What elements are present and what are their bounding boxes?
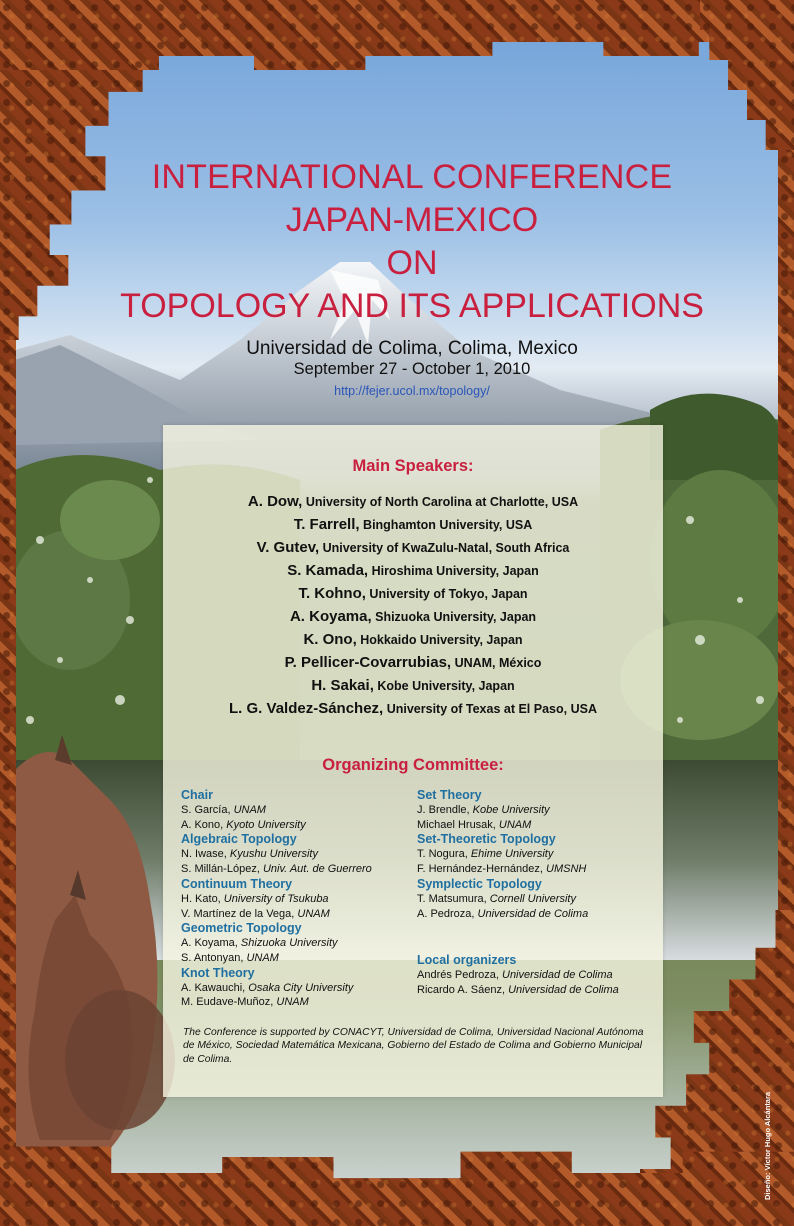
- member-institution: Kyushu University: [229, 848, 318, 861]
- committee-left-column: [181, 788, 421, 1010]
- member-institution: UMSNH: [546, 863, 587, 876]
- speaker-name: L. G. Valdez-Sánchez,: [229, 700, 384, 717]
- member-institution: Universidad de Colima: [502, 969, 613, 981]
- speaker-row: [163, 605, 663, 628]
- speaker-affiliation: UNAM, México: [451, 656, 542, 670]
- speaker-row: [163, 628, 663, 651]
- speaker-affiliation: Kobe University, Japan: [373, 679, 515, 693]
- committee-group-heading: Knot Theory: [181, 965, 255, 980]
- speaker-affiliation: University of Tokyo, Japan: [365, 587, 528, 601]
- member-institution: Kyoto University: [226, 818, 306, 831]
- dates: September 27 - October 1, 2010: [293, 360, 531, 378]
- speakers-list: [163, 490, 663, 720]
- committee-member: [181, 892, 421, 907]
- speaker-affiliation: University of KwaZulu-Natal, South Africa: [319, 541, 570, 555]
- committee-member: [181, 847, 421, 862]
- speaker-row: [163, 674, 663, 697]
- committee-member: [417, 803, 657, 818]
- speaker-affiliation: Binghamton University, USA: [359, 518, 533, 532]
- committee-member: [417, 862, 657, 877]
- info-panel: [163, 425, 663, 1097]
- speaker-affiliation: Hiroshima University, Japan: [368, 564, 539, 578]
- committee-group-heading: Set Theory: [417, 788, 482, 802]
- speaker-name: S. Kamada,: [287, 562, 369, 579]
- title-line-3: ON: [386, 244, 438, 282]
- committee-group-heading: Geometric Topology: [181, 921, 302, 936]
- committee-member: [417, 892, 657, 907]
- venue: Universidad de Colima, Colima, Mexico: [246, 338, 578, 359]
- member-name: S. Antonyan,: [181, 951, 247, 964]
- local-organizers: [417, 953, 657, 997]
- member-name: A. Kawauchi,: [181, 981, 249, 994]
- committee-member: [181, 981, 421, 996]
- member-name: A. Pedroza,: [417, 907, 478, 920]
- sponsors-note: The Conference is supported by CONACYT, Universidad de Colima, Universidad Nacional Autónoma de México, Sociedad Matemática Mexicana, Gobierno del Estado de Colima and Gobierno Municipal de Colima.: [183, 1027, 644, 1065]
- committee-group-heading: Algebraic Topology: [181, 832, 297, 847]
- speaker-row: [163, 582, 663, 605]
- speaker-name: H. Sakai,: [311, 677, 374, 694]
- member-institution: Cornell University: [489, 892, 576, 905]
- committee-group-heading: Continuum Theory: [181, 876, 293, 891]
- title-line-4: TOPOLOGY AND ITS APPLICATIONS: [120, 287, 704, 325]
- member-name: S. Millán-López,: [181, 863, 263, 876]
- committee-member: [181, 818, 421, 833]
- member-name: S. García,: [181, 804, 234, 816]
- speaker-row: [163, 697, 663, 720]
- committee-right-column: [417, 788, 657, 921]
- member-institution: UNAM: [297, 907, 330, 920]
- member-institution: Osaka City University: [248, 981, 354, 994]
- speaker-name: P. Pellicer-Covarrubias,: [284, 654, 452, 671]
- member-institution: Universidad de Colima: [508, 983, 619, 996]
- main-speakers-heading: Main Speakers:: [352, 457, 474, 475]
- committee-member: [181, 936, 421, 951]
- member-name: Andrés Pedroza,: [417, 969, 502, 981]
- committee-member: [181, 951, 421, 966]
- committee-member: [181, 862, 421, 877]
- speaker-affiliation: University of North Carolina at Charlotte, USA: [302, 495, 579, 509]
- member-name: A. Koyama,: [181, 937, 241, 950]
- conference-url-link[interactable]: http://fejer.ucol.mx/topology/: [334, 383, 490, 398]
- member-institution: Universidad de Colima: [477, 907, 589, 920]
- committee-member: [417, 983, 657, 998]
- member-institution: Kobe University: [472, 804, 550, 816]
- member-name: T. Matsumura,: [417, 892, 490, 905]
- committee-group-heading: Symplectic Topology: [417, 876, 542, 891]
- organizing-committee-heading: Organizing Committee:: [322, 756, 504, 774]
- committee-group-heading: Set-Theoretic Topology: [417, 832, 556, 847]
- committee-member: [181, 995, 421, 1010]
- member-institution: University of Tsukuba: [223, 892, 329, 905]
- title-line-1: INTERNATIONAL CONFERENCE: [151, 158, 673, 196]
- local-organizers-heading: Local organizers: [417, 953, 517, 967]
- speaker-name: T. Farrell,: [293, 516, 360, 533]
- member-institution: UNAM: [498, 818, 532, 831]
- speaker-row: [163, 513, 663, 536]
- committee-member: [181, 803, 421, 818]
- committee-member: [417, 818, 657, 833]
- speaker-name: A. Koyama,: [289, 608, 372, 625]
- speaker-affiliation: University of Texas at El Paso, USA: [383, 702, 597, 716]
- speaker-row: [163, 559, 663, 582]
- committee-member: [417, 907, 657, 922]
- member-name: H. Kato,: [181, 892, 224, 905]
- committee-group-heading: Chair: [181, 788, 213, 802]
- committee-member: [181, 907, 421, 922]
- member-institution: UNAM: [233, 804, 266, 816]
- member-name: T. Nogura,: [417, 848, 471, 861]
- member-name: N. Iwase,: [181, 848, 230, 861]
- member-name: Ricardo A. Sáenz,: [417, 983, 509, 996]
- speaker-row: [163, 490, 663, 513]
- member-name: A. Kono,: [181, 818, 227, 831]
- member-name: F. Hernández-Hernández,: [417, 863, 547, 876]
- member-institution: Univ. Aut. de Guerrero: [262, 863, 372, 876]
- member-institution: Shizuoka University: [240, 937, 338, 950]
- speaker-row: [163, 651, 663, 674]
- speaker-name: T. Kohno,: [298, 585, 366, 602]
- member-institution: UNAM: [276, 996, 309, 1009]
- committee-member: [417, 847, 657, 862]
- title-block: [0, 160, 794, 397]
- member-name: Michael Hrusak,: [417, 818, 499, 831]
- speaker-name: V. Gutev,: [256, 539, 320, 556]
- design-credit: Diseño: Víctor Hugo Alcántara: [763, 1091, 772, 1200]
- speaker-name: K. Ono,: [303, 631, 357, 648]
- speaker-row: [163, 536, 663, 559]
- speaker-name: A. Dow,: [247, 493, 303, 510]
- speaker-affiliation: Shizuoka University, Japan: [371, 610, 537, 624]
- member-institution: UNAM: [246, 951, 279, 964]
- member-name: M. Eudave-Muñoz,: [181, 996, 277, 1009]
- committee-member: [417, 968, 657, 983]
- member-name: V. Martínez de la Vega,: [181, 907, 298, 920]
- member-name: J. Brendle,: [417, 804, 473, 816]
- title-line-2: JAPAN-MEXICO: [285, 201, 539, 239]
- member-institution: Ehime University: [470, 848, 554, 861]
- speaker-affiliation: Hokkaido University, Japan: [356, 633, 523, 647]
